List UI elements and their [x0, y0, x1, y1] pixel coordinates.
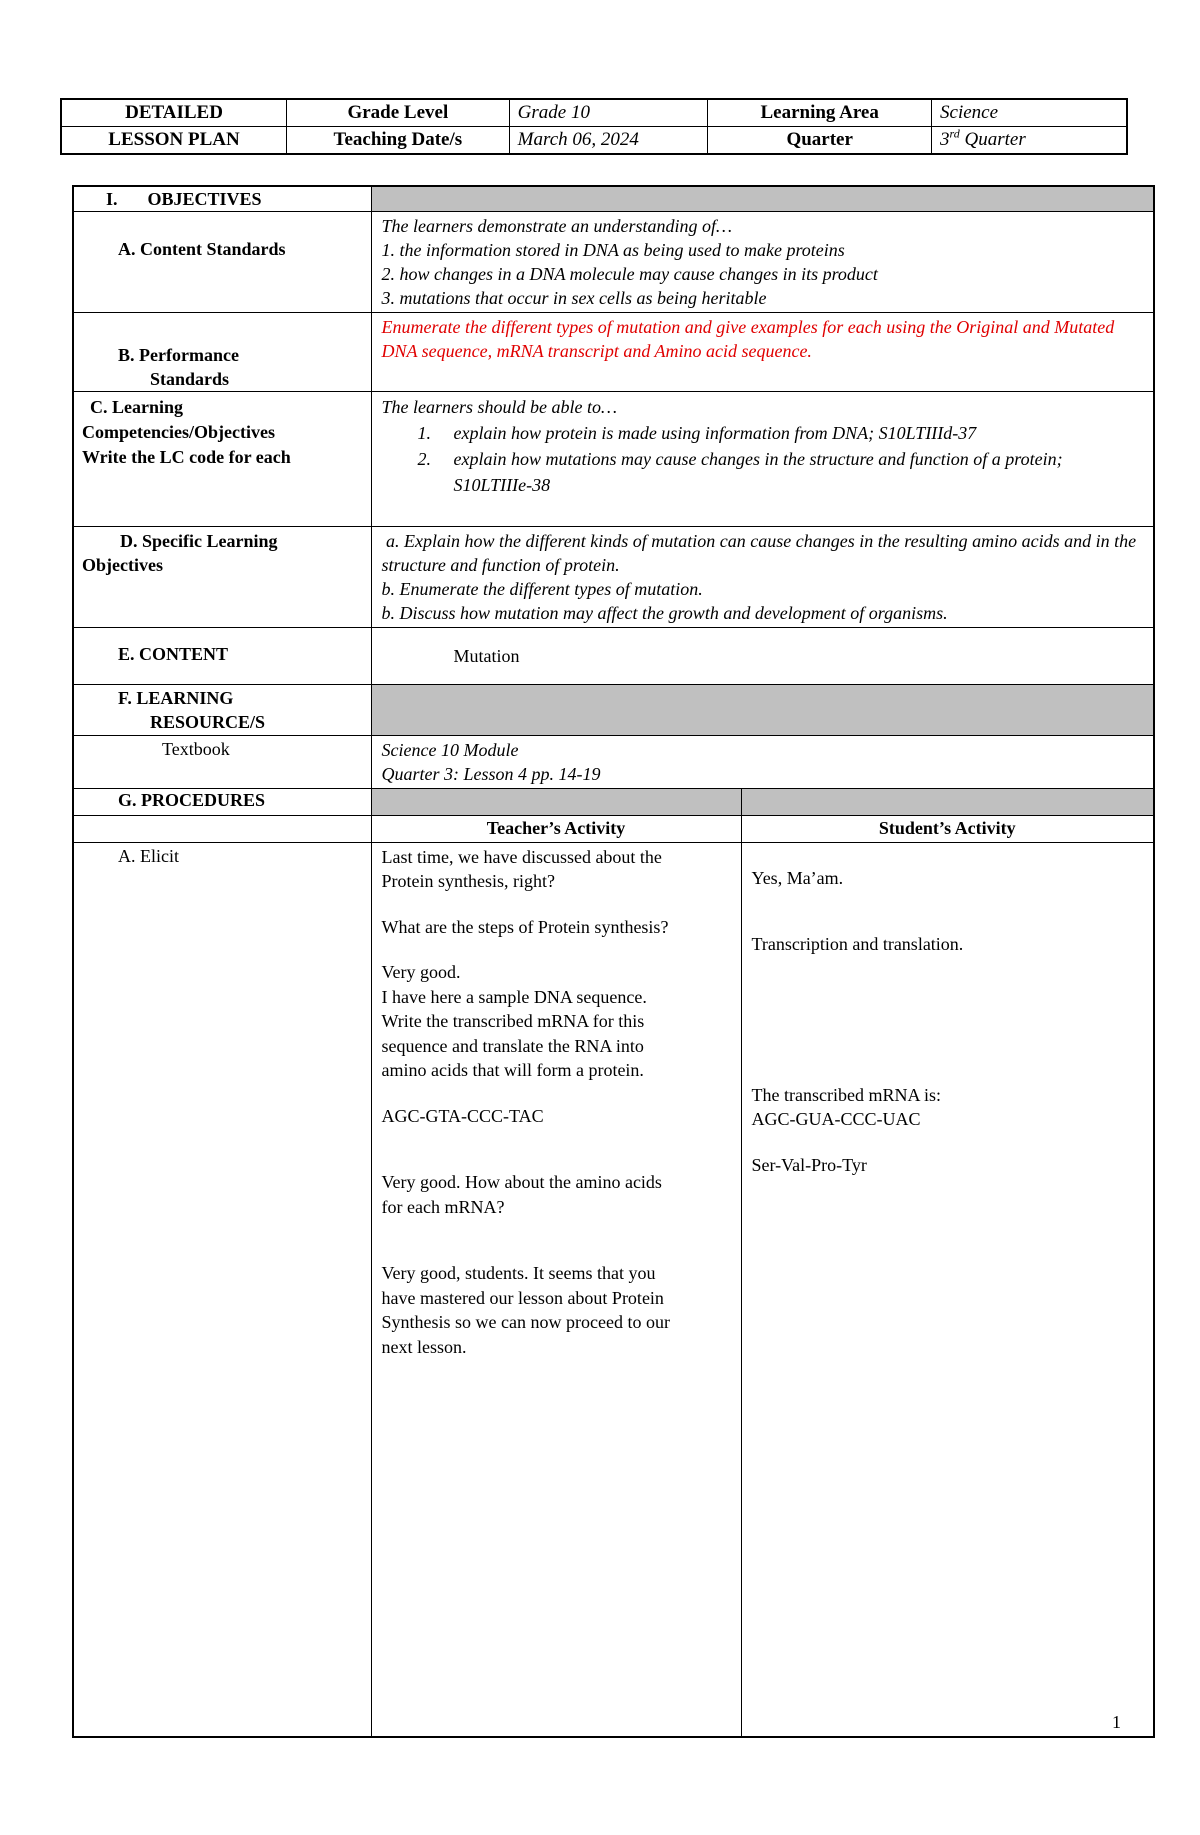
activity-line — [382, 894, 731, 915]
activity-line — [752, 1062, 1144, 1083]
activity-line — [752, 845, 1144, 866]
activity-line — [752, 1041, 1144, 1062]
activity-header-blank — [73, 815, 371, 842]
quarter-value — [932, 127, 1127, 155]
grade-level-label: Grade Level — [287, 99, 510, 127]
resources-label: F. LEARNING RESOURCE/S — [73, 684, 371, 735]
activity-line: Write the transcribed mRNA for this — [381, 1011, 645, 1031]
learning-area-label: Learning Area — [708, 99, 932, 127]
activity-line: What are the steps of Protein synthesis? — [381, 916, 669, 937]
activity-line: Synthesis so we can now proceed to our — [381, 1312, 670, 1332]
elicit-label: A. Elicit — [73, 842, 371, 1737]
activity-line — [752, 1132, 1144, 1153]
activity-line — [752, 890, 1144, 911]
textbook-label: Textbook — [73, 735, 371, 788]
activity-line: Transcription and translation. — [751, 934, 964, 954]
activity-line: next lesson. — [381, 1336, 467, 1357]
student-activity-header: Student’s Activity — [741, 815, 1154, 842]
activity-line: sequence and translate the RNA into — [381, 1035, 644, 1056]
competencies-text: The learners should be able to… 1. explain how protein is made using information from DNA; S10LTIIId-37 2. explain how mutations may cause changes in the structure and function of a protein; S10LTIIIe-38 — [371, 391, 1154, 526]
activity-line — [752, 957, 1144, 978]
student-activity-text — [741, 842, 1154, 1737]
activity-line — [382, 1149, 731, 1170]
teaching-date-value: March 06, 2024 — [509, 127, 708, 155]
activity-line: have mastered our lesson about Protein — [381, 1287, 664, 1308]
activity-line: Yes, Ma’am. — [751, 867, 844, 888]
activity-line — [752, 978, 1144, 999]
content-standards-label: A. Content Standards — [73, 211, 371, 312]
title-line2: LESSON PLAN — [61, 127, 287, 155]
activity-line — [382, 1240, 731, 1261]
procedures-fill-teacher — [371, 788, 741, 815]
learning-area-value: Science — [932, 99, 1127, 127]
activity-line — [382, 939, 731, 960]
performance-standards-label: B. Performance Standards — [73, 312, 371, 391]
activity-line: AGC-GUA-CCC-UAC — [751, 1109, 921, 1129]
header-table — [60, 98, 1128, 155]
content-label: E. CONTENT — [73, 627, 371, 684]
procedures-fill-student — [741, 788, 1154, 815]
competencies-label: C. Learning Competencies/Objectives Write the LC code for each — [73, 391, 371, 526]
competency-item: 2. explain how mutations may cause changes in the structure and function of a protein; S10LTIIIe-38 — [417, 448, 1063, 495]
teacher-activity-text — [371, 842, 741, 1737]
procedures-label: G. PROCEDURES — [73, 788, 371, 815]
teaching-date-label: Teaching Date/s — [287, 127, 510, 155]
lesson-plan-table — [72, 185, 1155, 1738]
activity-line: amino acids that will form a protein. — [381, 1060, 644, 1080]
competencies-list — [382, 420, 1144, 498]
specific-objectives-label: D. Specific Learning Objectives — [73, 526, 371, 627]
activity-line: AGC-GTA-CCC-TAC — [381, 1105, 544, 1126]
specific-objectives-text: a. Explain how the different kinds of mutation can cause changes in the resulting amino acids and in the structure and function of protein. b. Enumerate the different types of mutation. b. Discuss how mutation may affect the growth and development of organisms. — [371, 526, 1154, 627]
activity-line — [752, 999, 1144, 1020]
activity-line: Last time, we have discussed about the — [381, 846, 662, 867]
quarter-value-num: 3 — [940, 129, 950, 150]
page-number: 1 — [1112, 1712, 1121, 1732]
performance-standards-text: Enumerate the different types of mutation and give examples for each using the Original and Mutated DNA sequence, mRNA transcript and Amino acid sequence. — [371, 312, 1154, 391]
teacher-activity-header: Teacher’s Activity — [371, 815, 741, 842]
activity-line — [752, 1020, 1144, 1041]
textbook-value: Science 10 Module Quarter 3: Lesson 4 pp. 14-19 — [371, 735, 1154, 788]
grade-level-value: Grade 10 — [509, 99, 708, 127]
activity-line: Very good, students. It seems that you — [381, 1263, 656, 1283]
activity-line — [382, 1083, 731, 1104]
activity-line — [752, 911, 1144, 932]
activity-line: Very good. — [381, 962, 461, 982]
title-line1: DETAILED — [61, 99, 287, 127]
activity-line: Very good. How about the amino acids — [381, 1172, 662, 1192]
activity-line: Ser-Val-Pro-Tyr — [751, 1154, 867, 1175]
activity-line: for each mRNA? — [381, 1196, 505, 1217]
activity-line — [382, 1128, 731, 1149]
objectives-heading-fill — [371, 186, 1154, 211]
quarter-value-sup: rd — [949, 126, 960, 141]
activity-line: I have here a sample DNA sequence. — [381, 986, 647, 1007]
objectives-heading: I. OBJECTIVES — [73, 186, 371, 211]
quarter-label: Quarter — [708, 127, 932, 155]
resources-heading-fill — [371, 684, 1154, 735]
activity-line: Protein synthesis, right? — [381, 871, 555, 891]
activity-line: The transcribed mRNA is: — [751, 1084, 941, 1105]
competency-item: 1. explain how protein is made using information from DNA; S10LTIIId-37 — [417, 422, 977, 443]
content-standards-text: The learners demonstrate an understanding of… 1. the information stored in DNA as being used to make proteins 2. how changes in a DNA molecule may cause changes in its product 3. mutations that occur in sex cells as being heritable — [371, 211, 1154, 312]
quarter-value-text: Quarter — [959, 129, 1026, 150]
activity-line — [382, 1219, 731, 1240]
content-value: Mutation — [371, 627, 1154, 684]
